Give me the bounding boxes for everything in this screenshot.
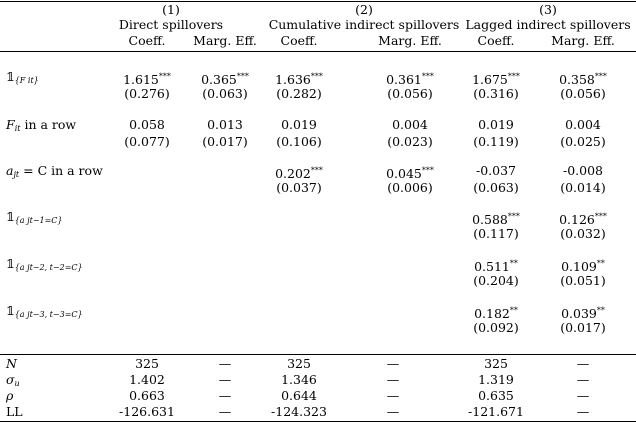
std-error-cell: (0.032)	[560, 226, 606, 241]
col-number-1: (1)	[162, 2, 180, 17]
stat-cell: 325	[287, 356, 311, 371]
stat-cell: —	[218, 372, 232, 387]
std-error-cell: (0.051)	[560, 273, 606, 288]
significance-stars: ***	[421, 166, 434, 175]
std-error-cell: (0.017)	[202, 134, 248, 149]
label-main: F	[6, 117, 15, 132]
stat-cell: —	[218, 388, 232, 403]
significance-stars: **	[509, 259, 518, 268]
subheader-coeff-2: Coeff.	[280, 33, 318, 48]
std-error-cell: (0.017)	[560, 320, 606, 335]
stat-cell: —	[218, 404, 232, 419]
std-error-cell: (0.106)	[276, 134, 322, 149]
label-main: a	[6, 163, 14, 178]
stat-cell: 1.319	[478, 372, 514, 387]
stat-cell: 0.635	[478, 388, 514, 403]
indicator-symbol: 𝟙	[6, 209, 15, 224]
coef-cell: 1.675***	[472, 72, 520, 87]
stat-cell: —	[386, 388, 400, 403]
label-subscript: jt	[13, 170, 20, 179]
col-group-2: Cumulative indirect spillovers	[268, 17, 460, 32]
indicator-subscript: {a jt−2, t−2=C}	[14, 263, 83, 272]
col-number-3: (3)	[539, 2, 557, 17]
significance-stars: ***	[310, 72, 323, 81]
stat-label-N: N	[6, 356, 17, 371]
indicator-symbol: 𝟙	[6, 256, 15, 271]
stats-rule	[0, 354, 636, 355]
col-group-3: Lagged indirect spillovers	[465, 17, 631, 32]
std-error-cell: (0.204)	[473, 273, 519, 288]
label-rest: = C in a row	[19, 163, 103, 178]
std-error-cell: (0.092)	[473, 320, 519, 335]
stat-cell: —	[576, 404, 590, 419]
indicator-subscript: {a jt−1=C}	[14, 216, 63, 225]
coef-cell: 0.039**	[561, 306, 605, 321]
std-error-cell: (0.056)	[387, 86, 433, 101]
significance-stars: ***	[594, 212, 607, 221]
std-error-cell: (0.316)	[473, 86, 519, 101]
stat-cell: —	[218, 356, 232, 371]
stat-cell: 0.644	[281, 388, 317, 403]
coef-cell: 0.588***	[472, 212, 520, 227]
coef-cell: 0.109**	[561, 259, 605, 274]
coef-cell: -0.008	[562, 163, 604, 178]
std-error-cell: (0.063)	[473, 180, 519, 195]
stat-cell: —	[386, 404, 400, 419]
row-label-indicator-lag1	[6, 210, 63, 228]
subheader-margeff-3: Marg. Eff.	[551, 33, 615, 48]
stat-label-sigma-u: $\sigma_u$	[6, 372, 20, 388]
row-label-F-in-a-row	[6, 118, 76, 136]
std-error-cell: (0.023)	[387, 134, 433, 149]
label-rest: in a row	[20, 117, 77, 132]
coef-cell: 0.182**	[474, 306, 518, 321]
stat-cell: —	[576, 388, 590, 403]
row-label-a-eq-C-in-a-row	[6, 164, 103, 182]
stat-cell: -126.631	[119, 404, 175, 419]
significance-stars: ***	[421, 72, 434, 81]
indicator-subscript: {a jt−3, t−3=C}	[14, 310, 83, 319]
coef-cell: 0.361***	[386, 72, 434, 87]
significance-stars: ***	[310, 166, 323, 175]
std-error-cell: (0.276)	[124, 86, 170, 101]
row-label-indicator-lag2	[6, 257, 83, 275]
significance-stars: **	[596, 306, 605, 315]
coef-cell: 0.019	[281, 117, 317, 132]
bottom-rule	[0, 421, 636, 422]
subheader-margeff-2: Marg. Eff.	[378, 33, 442, 48]
stat-cell: 325	[135, 356, 159, 371]
coef-cell: 0.004	[565, 117, 601, 132]
subheader-coeff-1: Coeff.	[128, 33, 166, 48]
significance-stars: ***	[158, 72, 171, 81]
indicator-symbol: 𝟙	[6, 69, 15, 84]
coef-cell: 0.045***	[386, 166, 434, 181]
std-error-cell: (0.119)	[473, 134, 519, 149]
coef-cell: 0.365***	[201, 72, 249, 87]
stat-cell: —	[576, 356, 590, 371]
std-error-cell: (0.014)	[560, 180, 606, 195]
label-subscript: it	[14, 124, 21, 133]
subheader-margeff-1: Marg. Eff.	[193, 33, 257, 48]
coef-cell: 0.004	[392, 117, 428, 132]
row-label-indicator-F	[6, 70, 39, 88]
stat-cell: 325	[484, 356, 508, 371]
stat-cell: —	[386, 356, 400, 371]
coef-cell: 0.126***	[559, 212, 607, 227]
significance-stars: ***	[507, 212, 520, 221]
coef-cell: 0.019	[478, 117, 514, 132]
row-label-indicator-lag3	[6, 304, 83, 322]
significance-stars: ***	[507, 72, 520, 81]
stat-label-rho: ρ	[6, 388, 14, 403]
coef-cell: 0.358***	[559, 72, 607, 87]
std-error-cell: (0.282)	[276, 86, 322, 101]
stat-cell: 1.402	[129, 372, 165, 387]
stat-cell: —	[576, 372, 590, 387]
header-rule	[0, 51, 636, 52]
stat-cell: -124.323	[271, 404, 327, 419]
stat-cell: 0.663	[129, 388, 165, 403]
subheader-coeff-3: Coeff.	[477, 33, 515, 48]
std-error-cell: (0.006)	[387, 180, 433, 195]
stat-label-LL: LL	[6, 404, 23, 419]
coef-cell: 0.202***	[275, 166, 323, 181]
coef-cell: -0.037	[475, 163, 517, 178]
coef-cell: 0.511**	[474, 259, 518, 274]
stat-cell: 1.346	[281, 372, 317, 387]
significance-stars: ***	[236, 72, 249, 81]
stat-cell: —	[386, 372, 400, 387]
significance-stars: **	[596, 259, 605, 268]
indicator-subscript: {F it}	[14, 76, 39, 85]
col-number-2: (2)	[355, 2, 373, 17]
std-error-cell: (0.063)	[202, 86, 248, 101]
col-group-1: Direct spillovers	[118, 17, 224, 32]
coef-cell: 1.636***	[275, 72, 323, 87]
std-error-cell: (0.037)	[276, 180, 322, 195]
std-error-cell: (0.056)	[560, 86, 606, 101]
std-error-cell: (0.025)	[560, 134, 606, 149]
std-error-cell: (0.077)	[124, 134, 170, 149]
coef-cell: 0.013	[207, 117, 243, 132]
significance-stars: **	[509, 306, 518, 315]
significance-stars: ***	[594, 72, 607, 81]
std-error-cell: (0.117)	[473, 226, 519, 241]
coef-cell: 1.615***	[123, 72, 171, 87]
stat-cell: -121.671	[468, 404, 524, 419]
coef-cell: 0.058	[129, 117, 165, 132]
indicator-symbol: 𝟙	[6, 303, 15, 318]
